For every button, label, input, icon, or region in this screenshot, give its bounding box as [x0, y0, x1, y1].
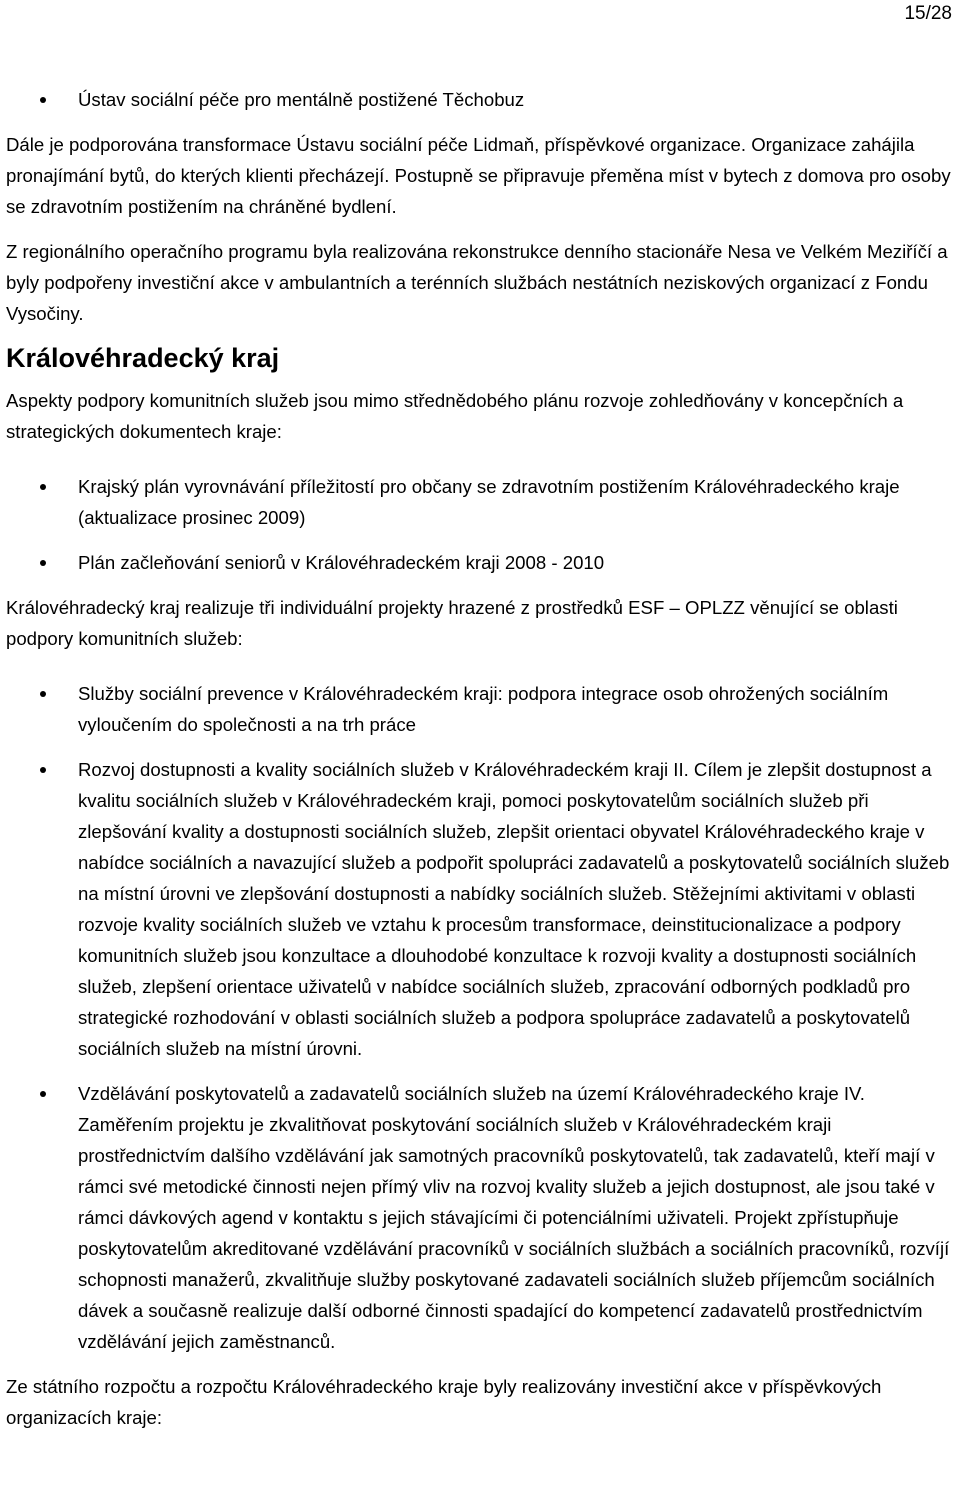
bullet-icon: [40, 767, 46, 773]
paragraph-transformation: Dále je podporována transformace Ústavu sociální péče Lidmaň, příspěvkové organizace. Organizace zahájila pronajímání bytů, do kterých klienti přecházejí. Postupně se připravuje přeměna míst v bytech z domova pro osoby se zdravotním postižením na chráněné bydlení.: [6, 134, 951, 217]
paragraph-aspects: Aspekty podpory komunitních služeb jsou mimo střednědobého plánu rozvoje zohledňovány v koncepčních a strategických dokumentech kraje:: [6, 390, 904, 442]
paragraph-investments: Ze státního rozpočtu a rozpočtu Královéhradeckého kraje byly realizovány investiční akce v příspěvkových organizacích kraje:: [6, 1376, 882, 1428]
list-item: [6, 547, 960, 578]
list-item-text: Krajský plán vyrovnávání příležitostí pro občany se zdravotním postižením Královéhradeckého kraje (aktualizace prosinec 2009): [78, 476, 900, 528]
list-item: [6, 754, 960, 1064]
bullet-icon: [40, 691, 46, 697]
document-body: [6, 84, 960, 1433]
list-item-text: Rozvoj dostupnosti a kvality sociálních služeb v Královéhradeckém kraji II. Cílem je zlepšit dostupnost a kvalitu sociálních služeb v Královéhradeckém kraji, pomoci poskytovatelům sociálních služeb při zlepšování kvality a dostupnosti sociálních služeb, zlepšit orientaci obyvatel Královéhradeckého kraje v nabídce sociálních a navazující služeb a podpořit spolupráci zadavatelů a poskytovatelů sociálních služeb na místní úrovni ve zlepšování dostupnosti a nabídky sociálních služeb. Stěžejními aktivitami v oblasti rozvoje kvality sociálních služeb ve vztahu k procesům transformace, deinstitucionalizace a podpory komunitních služeb jsou konzultace a dlouhodobé konzultace k rozvoji kvality a dostupnosti sociálních služeb, zlepšení orientace uživatelů v nabídce sociálních služeb, zpracování odborných podkladů pro strategické rozhodování v oblasti sociálních služeb a podpora spolupráce zadavatelů a poskytovatelů sociálních služeb na místní úrovni.: [78, 759, 950, 1059]
list-item: [6, 678, 960, 740]
paragraph-projects: Královéhradecký kraj realizuje tři individuální projekty hrazené z prostředků ESF – OPLZZ věnující se oblasti podpory komunitních služeb:: [6, 597, 898, 649]
projects-list: [6, 678, 960, 1357]
facility-list: [6, 84, 960, 115]
list-item-text: Ústav sociální péče pro mentálně postižené Těchobuz: [78, 89, 525, 110]
bullet-icon: [40, 97, 46, 103]
page-number: 15/28: [904, 3, 952, 24]
bullet-icon: [40, 1091, 46, 1097]
list-item: [6, 471, 960, 533]
documents-list: [6, 471, 960, 578]
list-item-text: Služby sociální prevence v Královéhradeckém kraji: podpora integrace osob ohrožených sociálním vyloučením do společnosti a na trh práce: [78, 683, 889, 735]
list-item: [6, 1078, 960, 1357]
section-heading: Královéhradecký kraj: [6, 343, 280, 373]
list-item: [6, 84, 960, 115]
bullet-icon: [40, 560, 46, 566]
bullet-icon: [40, 484, 46, 490]
list-item-text: Plán začleňování seniorů v Královéhradeckém kraji 2008 - 2010: [78, 552, 605, 573]
paragraph-rop: Z regionálního operačního programu byla realizována rekonstrukce denního stacionáře Nesa ve Velkém Meziříčí a byly podpořeny investiční akce v ambulantních a terénních službách nestátních neziskových organizací z Fondu Vysočiny.: [6, 241, 948, 324]
list-item-text: Vzdělávání poskytovatelů a zadavatelů sociálních služeb na území Královéhradeckého kraje IV. Zaměřením projektu je zkvalitňovat poskytování sociálních služeb v Královéhradeckém kraji prostřednictvím dalšího vzdělávání jak samotných pracovníků poskytovatelů, tak zadavatelů, kteří mají v rámci své metodické činnosti nejen přímý vliv na rozvoj kvality služeb a jejich dostupnost, ale jsou také v rámci dávkových agend v kontaktu s jejich stávajícími či potenciálními uživateli. Projekt zpřístupňuje poskytovatelům akreditované vzdělávání pracovníků v sociálních službách a sociálních pracovníků, rozvíjí schopnosti manažerů, zkvalitňuje služby poskytované zadavateli sociálních služeb příjemcům sociálních dávek a současně realizuje další odborné činnosti spadající do kompetencí zadavatelů prostřednictvím vzdělávání jejich zaměstnanců.: [78, 1083, 950, 1352]
